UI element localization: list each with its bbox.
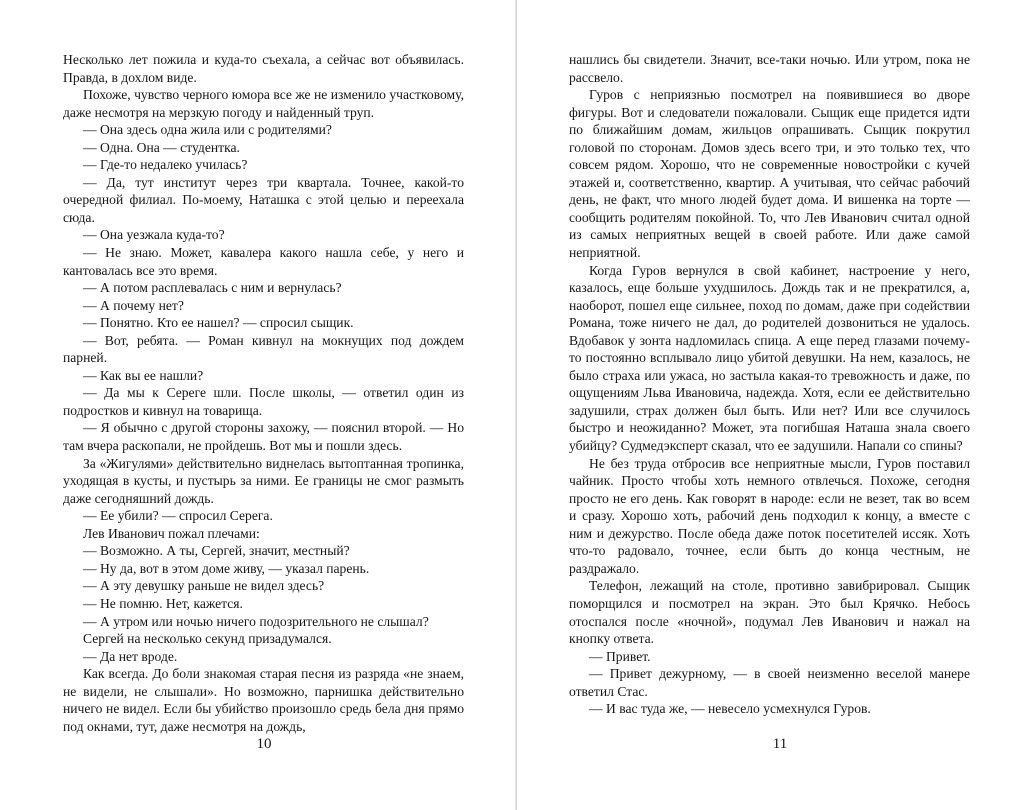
left-page <box>0 0 516 810</box>
paragraph: — Возможно. А ты, Сергей, значит, местный? <box>83 543 350 559</box>
page-number: 10 <box>256 736 272 752</box>
paragraph: — Она уезжала куда-то? <box>83 227 225 243</box>
paragraph: — Где-то недалеко училась? <box>83 157 248 173</box>
paragraph: Как всегда. До боли знакомая старая песня из разряда «не знаем, не видели, не слышали». Но возможно, парнишка действительно ничего не видел. Если бы убийство произошло средь бела дня прямо под окнами, тут, даже несмотря на дождь, <box>63 666 464 734</box>
paragraph: — А потом расплевалась с ним и вернулась? <box>83 280 342 296</box>
paragraph: — Вот, ребята. — Роман кивнул на мокнущих под дождем парней. <box>63 332 464 366</box>
paragraph: — Да, тут институт через три квартала. Точнее, какой-то очередной филиал. По-моему, Наташка с этой целью и переехала сюда. <box>63 174 464 225</box>
paragraph: — Да нет вроде. <box>83 648 178 664</box>
paragraph: — А утром или ночью ничего подозрительного не слышал? <box>83 613 429 629</box>
paragraph: Не без труда отбросив все неприятные мысли, Гуров поставил чайник. Просто чтобы хоть немного отвлечься. Похоже, сегодня просто не его день. Как говорят в народе: если не везет, так во всем и сразу. Хорошо хоть, рабочий день подходил к концу, а вместе с ним и дежурство. После обеда даже поток посетителей иссяк. Хоть что-то радовало, точнее, если быть до конца честным, не раздражало. <box>569 455 970 576</box>
paragraph: нашлись бы свидетели. Значит, все-таки ночью. Или утром, пока не рассвело. <box>569 52 970 85</box>
paragraph: — Понятно. Кто ее нашел? — спросил сыщик. <box>83 315 354 331</box>
page-number: 11 <box>772 736 788 752</box>
paragraph: Когда Гуров вернулся в свой кабинет, настроение у него, казалось, еще больше ухудшилось. Дождь так и не прекратился, а, наоборот, пошел еще сильнее, поход по домам, даже при содействии Романа, тоже ничего не дал, до родителей дозвониться не удалось. Вдобавок у зонта надломилась спица. А еще перед глазами почему-то постоянно всплывало лицо убитой девушки. На нем, казалось, не было страха или ужаса, но застыла какая-то тревожность и даже, по ощущениям Льва Ивановича, надежда. Хотя, если ее действительно задушили, страх должен был быть. Или нет? Или все случилось быстро и неожиданно? Может, эта погибшая Наташа знала своего убийцу? Судмедэксперт сказал, что ее задушили. Напали со спины? <box>569 262 970 454</box>
paragraph: — Не знаю. Может, кавалера какого нашла себе, у него и кантовалась все это время. <box>63 245 464 278</box>
paragraph: Телефон, лежащий на столе, противно завибрировал. Сыщик поморщился и посмотрел на экран. Это был Крячко. Небось отоспался после «ночной», подумал Лев Иванович и нажал на кнопку ответа. <box>569 578 970 647</box>
paragraph: — Одна. Она — студентка. <box>83 139 240 155</box>
paragraph: Несколько лет пожила и куда-то съехала, а сейчас вот объявилась. Правда, в дохлом виде. <box>63 52 464 85</box>
paragraph: — Ее убили? — спросил Серега. <box>83 508 273 524</box>
right-page <box>517 0 1034 810</box>
paragraph: — А почему нет? <box>83 297 184 313</box>
paragraph: — Привет. <box>589 648 651 664</box>
paragraph: Сергей на несколько секунд призадумался. <box>83 631 332 647</box>
right-page-text <box>569 51 970 718</box>
paragraph: Похоже, чувство черного юмора все же не изменило участковому, даже несмотря на мерзкую погоду и найденный труп. <box>63 87 464 120</box>
paragraph: Гуров с неприязнью посмотрел на появившиеся во дворе фигуры. Вот и следователи пожаловали. Сыщик еще придется идти по ближайшим домам, жильцов опрашивать. Сыщик покрутил головой по сторонам. Домов здесь всего три, и это только тех, что совсем рядом. Хорошо, что не современные новостройки с кучей этажей и, соответственно, квартир. А учитывая, что сейчас рабочий день, не факт, что много людей будет дома. И вишенка на торте — сообщить родителям покойной. То, что Лев Иванович считал одной из самых неприятных вещей в своей работе. Или даже самой неприятной. <box>569 87 970 261</box>
paragraph: — А эту девушку раньше не видел здесь? <box>83 578 325 594</box>
paragraph: — И вас туда же, — невесело усмехнулся Гуров. <box>589 701 871 717</box>
paragraph: — Да мы к Сереге шли. После школы, — ответил один из подростков и кивнул на товарища. <box>63 385 464 418</box>
paragraph: — Как вы ее нашли? <box>83 367 204 383</box>
paragraph: За «Жигулями» действительно виднелась вытоптанная тропинка, уходящая в кусты, и пустырь за ними. Ее границы не смог размыть даже сегодняшний дождь. <box>63 455 464 506</box>
left-page-text <box>63 51 464 735</box>
paragraph: — Ну да, вот в этом доме живу, — указал парень. <box>83 560 370 576</box>
paragraph: Лев Иванович пожал плечами: <box>83 525 260 541</box>
paragraph: — Привет дежурному, — в своей неизменно веселой манере ответил Стас. <box>569 666 970 699</box>
paragraph: — Я обычно с другой стороны захожу, — пояснил второй. — Но там вчера раскопали, не пройдешь. Вот мы и пошли здесь. <box>63 420 464 454</box>
paragraph: — Она здесь одна жила или с родителями? <box>83 122 332 138</box>
paragraph: — Не помню. Нет, кажется. <box>83 595 243 611</box>
